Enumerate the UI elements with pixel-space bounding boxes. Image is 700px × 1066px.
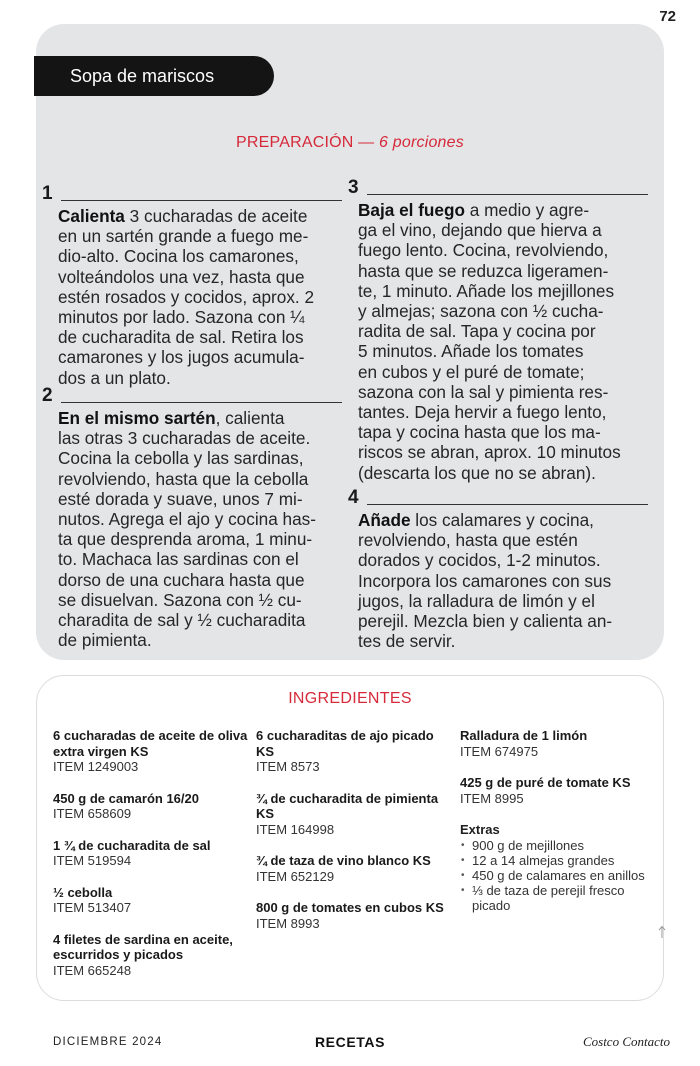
item-code: ITEM 164998 [256, 821, 335, 837]
step-line-text: (descarta los que no se abran). [358, 462, 596, 483]
step-number: 1 [42, 183, 53, 204]
step-line-text: revolviendo, hasta que la cebolla [58, 468, 309, 489]
ingredient-name: ¾ de cucharadita de pimienta KS [256, 790, 439, 821]
step-4 [348, 486, 648, 651]
step-text [348, 200, 648, 483]
ingredient-name: 1 ¾ de cucharadita de sal [53, 837, 211, 853]
ingredient-name: Ralladura de 1 limón [460, 728, 588, 743]
extra-item: • 12 a 14 almejas grandes [460, 853, 650, 868]
step-line-text: de cucharadita de sal. Retira los [58, 327, 304, 348]
step-line-text: Cocina la cebolla y las sardinas, [58, 448, 304, 469]
step-divider [61, 402, 342, 403]
extras-list [460, 838, 650, 914]
step-line-text: se disuelvan. Sazona con ½ cu- [58, 589, 302, 610]
heading-separator: — [353, 134, 380, 151]
step-divider [367, 504, 648, 505]
step-text [348, 510, 648, 651]
step-lead: Añade [358, 510, 411, 530]
step-line-text: Incorpora los camarones con sus [358, 570, 612, 591]
portions-label: 6 porciones [379, 134, 464, 151]
ingredients-column-3 [460, 728, 650, 914]
page-number: 72 [659, 8, 676, 25]
footer-brand: Costco Contacto [582, 1034, 670, 1049]
ingredient-item [256, 728, 446, 775]
step-line-text: tes de servir. [358, 631, 456, 652]
step-line-text: sazona con la sal y pimienta res- [358, 381, 609, 402]
step-line-text: en un sartén grande a fuego me- [58, 226, 309, 247]
item-code: ITEM 519594 [53, 853, 132, 868]
step-line-text: jugos, la ralladura de limón y el [358, 590, 595, 611]
step-line-text: charadita de sal y ½ cucharadita [58, 610, 306, 631]
step-text [42, 206, 342, 388]
step-line-text: camarones y los jugos acumula- [58, 347, 305, 368]
preparation-heading [0, 134, 700, 152]
step-line-text: y almejas; sazona con ½ cucha- [358, 301, 604, 322]
step-line-text: los calamares y cocina, [410, 510, 594, 530]
item-code: ITEM 658609 [53, 806, 132, 821]
extra-item: • ⅓ de taza de perejil fresco picado [460, 883, 650, 913]
footer-date: DICIEMBRE 2024 [53, 1036, 163, 1048]
ingredient-item [53, 728, 248, 775]
step-line-text: dio-alto. Cocina los camarones, [58, 246, 299, 267]
step-line-text: esté dorada y suave, unos 7 mi- [58, 488, 303, 509]
extra-item: • 450 g de calamares en anillos [460, 868, 650, 883]
step-divider [61, 200, 342, 201]
ingredient-item [256, 791, 446, 838]
step-line-text: ga el vino, dejando que hierva a [358, 220, 602, 241]
step-3 [348, 176, 648, 483]
ingredient-name: 6 cucharaditas de ajo picado KS [256, 728, 434, 759]
step-1 [42, 182, 342, 388]
footer-section: RECETAS [314, 1034, 386, 1050]
step-line-text: dorso de una cuchara hasta que [58, 569, 305, 590]
ingredient-item [53, 791, 248, 822]
step-line-text: 5 minutos. Añade los tomates [358, 341, 584, 362]
step-line-text: 3 cucharadas de aceite [124, 206, 308, 226]
ingredient-name: 6 cucharadas de aceite de oliva extra virgen KS [53, 728, 248, 759]
step-lead: En el mismo sartén [58, 408, 216, 428]
step-line-text: volteándolos una vez, hasta que [58, 266, 305, 287]
step-line-text: hasta que se reduzca ligeramen- [358, 260, 609, 281]
ingredient-item [256, 900, 446, 931]
step-2 [42, 384, 342, 650]
ingredient-name: ¾ de taza de vino blanco KS [256, 853, 431, 868]
step-line-text: te, 1 minuto. Añade los mejillones [358, 280, 615, 301]
ingredient-name: 425 g de puré de tomate KS [460, 775, 631, 790]
step-line-text: las otras 3 cucharadas de aceite. [58, 428, 311, 449]
ingredient-item [53, 838, 248, 869]
item-code: ITEM 674975 [460, 743, 539, 759]
step-line-text: estén rosados y cocidos, aprox. 2 [58, 286, 315, 307]
step-line-text: en cubos y el puré de tomate; [358, 361, 585, 382]
ingredients-column-2 [256, 728, 446, 947]
extra-item: • 900 g de mejillones [460, 838, 650, 853]
ingredient-item [460, 775, 650, 806]
step-line-text: ta que desprenda aroma, 1 minu- [58, 529, 313, 550]
ingredients-heading: INGREDIENTES [288, 690, 412, 707]
item-code: ITEM 665248 [53, 962, 132, 978]
step-line-text: fuego lento. Cocina, revolviendo, [358, 240, 609, 261]
step-text [42, 408, 342, 650]
step-line-text: revolviendo, hasta que estén [358, 530, 578, 551]
item-code: ITEM 8995 [460, 790, 524, 806]
step-number: 3 [348, 177, 359, 198]
step-line-text: a medio y agre- [464, 200, 590, 220]
step-line-text: dorados y cocidos, 1-2 minutos. [358, 550, 601, 571]
step-line-text: to. Machaca las sardinas con el [58, 549, 299, 570]
ingredient-item [460, 728, 650, 759]
step-number: 4 [348, 487, 359, 508]
ingredient-name: 800 g de tomates en cubos KS [256, 900, 444, 915]
extras-title: Extras [460, 822, 500, 837]
step-line-text: nutos. Agrega el ajo y cocina has- [58, 509, 316, 530]
ingredients-column-1 [53, 728, 248, 994]
step-line-text: perejil. Mezcla bien y calienta an- [358, 611, 613, 632]
item-code: ITEM 513407 [53, 900, 132, 915]
preparation-label: PREPARACIÓN [236, 134, 354, 151]
ingredient-item [256, 853, 446, 884]
step-line-text: radita de sal. Tapa y cocina por [358, 321, 596, 342]
recipe-title: Sopa de mariscos [34, 56, 274, 96]
item-code: ITEM 1249003 [53, 759, 139, 774]
step-line-text: riscos se abran, aprox. 10 minutos [358, 442, 621, 463]
item-code: ITEM 8993 [256, 915, 320, 931]
step-divider [367, 194, 648, 195]
step-line-text: minutos por lado. Sazona con ¼ [58, 307, 305, 328]
step-line-text: dos a un plato. [58, 367, 171, 388]
ingredient-item [53, 932, 248, 979]
step-number: 2 [42, 385, 53, 406]
step-line-text: tapa y cocina hasta que los ma- [358, 422, 601, 443]
ingredient-name: 4 filetes de sardina en aceite, escurridos y picados [53, 931, 233, 962]
item-code: ITEM 8573 [256, 759, 320, 774]
item-code: ITEM 652129 [256, 868, 335, 884]
ingredient-name: 450 g de camarón 16/20 [53, 790, 199, 806]
step-line-text: de pimienta. [58, 630, 152, 651]
ingredient-item [53, 885, 248, 916]
step-line-text: , calienta [215, 408, 285, 428]
ingredient-name: ½ cebolla [53, 884, 113, 900]
step-lead: Calienta [58, 206, 125, 226]
step-line-text: tantes. Deja hervir a fuego lento, [358, 402, 607, 423]
step-lead: Baja el fuego [358, 200, 465, 220]
arrow-up-icon [657, 925, 667, 939]
